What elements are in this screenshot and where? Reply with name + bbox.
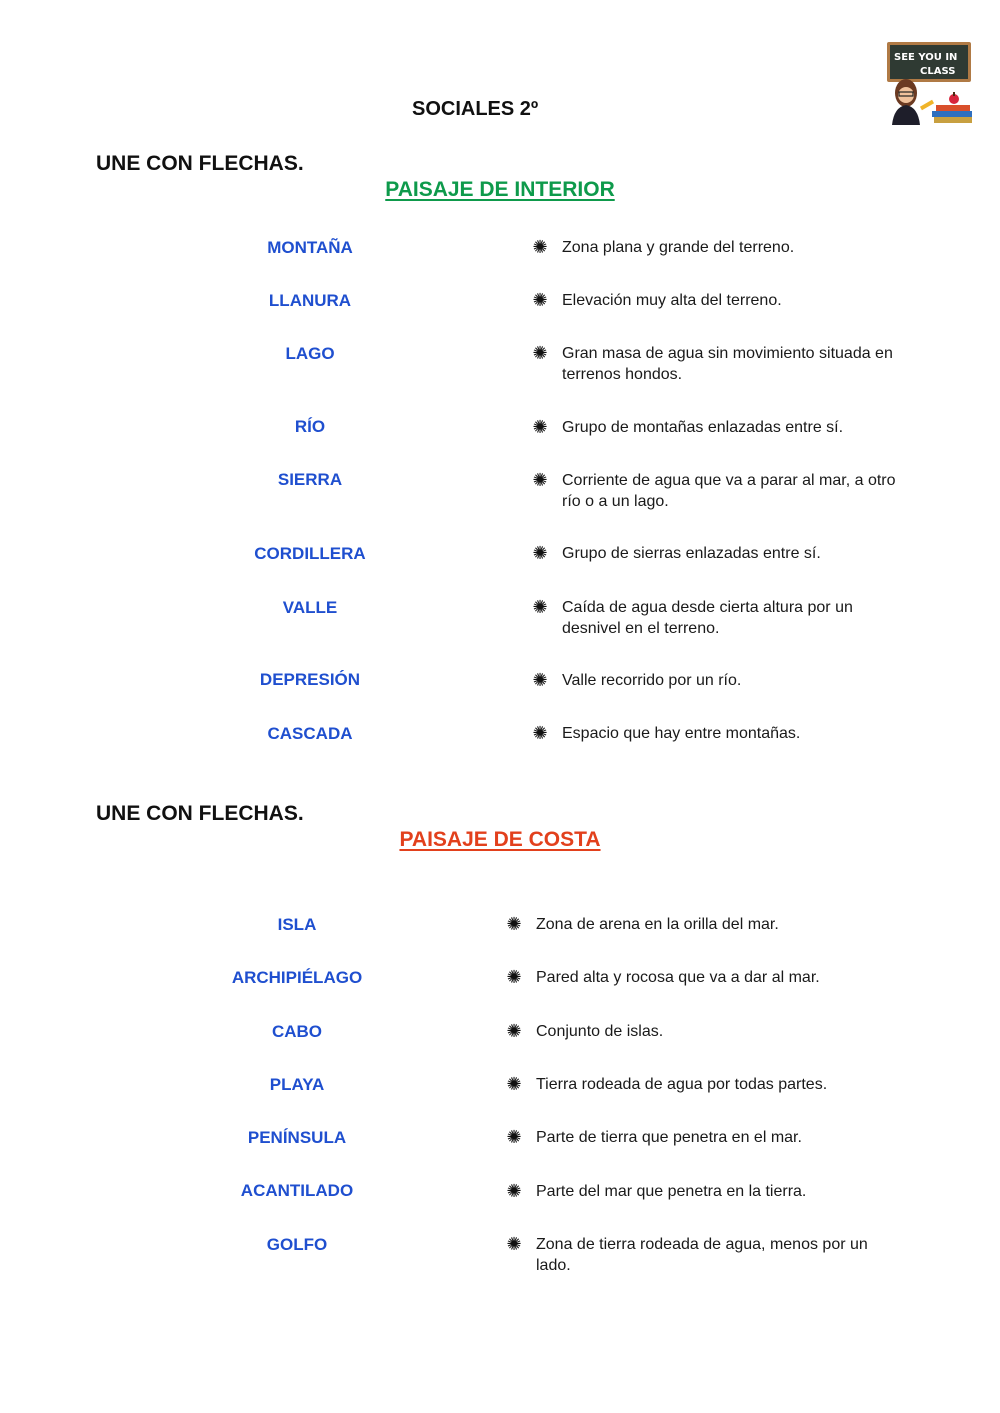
instruction-costa: UNE CON FLECHAS. [96, 802, 304, 825]
bullet-icon[interactable]: ✺ [532, 597, 548, 617]
definition-6: Zona de tierra rodeada de agua, menos por un lado. [536, 1236, 868, 1274]
bullet-icon[interactable]: ✺ [506, 1181, 522, 1201]
definition-5: Parte del mar que penetra en la tierra. [536, 1183, 807, 1200]
term-6[interactable]: GOLFO [266, 1235, 328, 1254]
definition-0: Zona de arena en la orilla del mar. [536, 916, 779, 933]
definition-4: Corriente de agua que va a parar al mar, a otro río o a un lago. [562, 472, 896, 510]
logo-text-line1: SEE YOU IN [894, 52, 958, 63]
logo-text-line2: CLASS [920, 66, 956, 77]
section-heading-interior: PAISAJE DE INTERIOR [385, 178, 615, 201]
term-5[interactable]: CORDILLERA [254, 544, 366, 563]
definition-0: Zona plana y grande del terreno. [562, 239, 795, 256]
definition-2: Conjunto de islas. [536, 1023, 664, 1040]
bullet-icon[interactable]: ✺ [532, 470, 548, 490]
term-4[interactable]: PENÍNSULA [247, 1128, 347, 1147]
definition-8: Espacio que hay entre montañas. [562, 725, 801, 742]
see-you-in-class-logo [886, 41, 974, 125]
definition-1: Pared alta y rocosa que va a dar al mar. [536, 969, 820, 986]
bullet-icon[interactable]: ✺ [506, 1127, 522, 1147]
bullet-icon[interactable]: ✺ [506, 1021, 522, 1041]
bullet-icon[interactable]: ✺ [532, 237, 548, 257]
term-2[interactable]: CABO [271, 1022, 323, 1041]
definition-3: Tierra rodeada de agua por todas partes. [536, 1076, 828, 1093]
bullet-icon[interactable]: ✺ [532, 343, 548, 363]
term-0[interactable]: MONTAÑA [267, 238, 353, 257]
definition-3: Grupo de montañas enlazadas entre sí. [562, 419, 844, 436]
term-4[interactable]: SIERRA [277, 470, 343, 489]
definition-2: Gran masa de agua sin movimiento situada en terrenos hondos. [562, 345, 893, 383]
bullet-icon[interactable]: ✺ [506, 967, 522, 987]
definition-5: Grupo de sierras enlazadas entre sí. [562, 545, 821, 562]
bullet-icon[interactable]: ✺ [532, 723, 548, 743]
page-title: SOCIALES 2º [412, 98, 539, 120]
term-1[interactable]: LLANURA [268, 291, 352, 310]
term-0[interactable]: ISLA [277, 915, 317, 934]
bullet-icon[interactable]: ✺ [532, 670, 548, 690]
definition-7: Valle recorrido por un río. [562, 672, 742, 689]
term-3[interactable]: PLAYA [269, 1075, 325, 1094]
term-2[interactable]: LAGO [285, 344, 335, 363]
bullet-icon[interactable]: ✺ [506, 914, 522, 934]
bullet-icon[interactable]: ✺ [506, 1234, 522, 1254]
term-6[interactable]: VALLE [282, 598, 338, 617]
instruction-interior: UNE CON FLECHAS. [96, 152, 304, 175]
term-5[interactable]: ACANTILADO [240, 1181, 354, 1200]
term-1[interactable]: ARCHIPIÉLAGO [231, 968, 363, 987]
section-heading-costa: PAISAJE DE COSTA [399, 828, 601, 851]
definition-1: Elevación muy alta del terreno. [562, 292, 782, 309]
term-7[interactable]: DEPRESIÓN [259, 670, 361, 689]
term-8[interactable]: CASCADA [267, 724, 353, 743]
bullet-icon[interactable]: ✺ [506, 1074, 522, 1094]
bullet-icon[interactable]: ✺ [532, 290, 548, 310]
definition-6: Caída de agua desde cierta altura por un desnivel en el terreno. [562, 599, 853, 637]
term-3[interactable]: RÍO [294, 417, 326, 436]
bullet-icon[interactable]: ✺ [532, 543, 548, 563]
bullet-icon[interactable]: ✺ [532, 417, 548, 437]
definition-4: Parte de tierra que penetra en el mar. [536, 1129, 802, 1146]
